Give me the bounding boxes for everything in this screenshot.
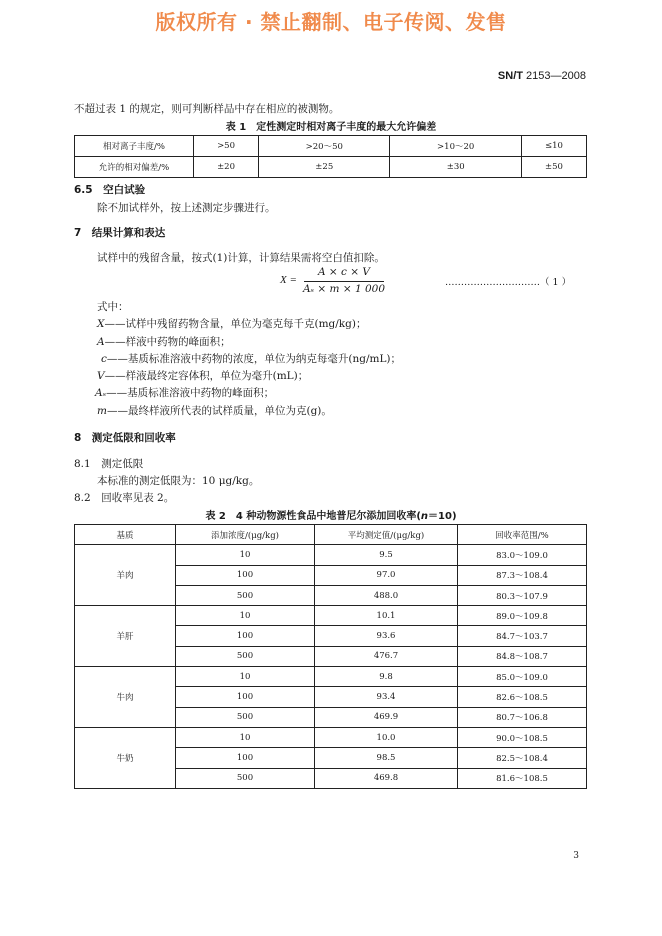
table-cell: 84.7～103.7 <box>458 626 587 646</box>
table-cell: 10.1 <box>315 606 458 626</box>
table-cell: 83.0～109.0 <box>458 545 587 565</box>
section-8-1-text: 本标准的测定低限为：10 μg/kg。 <box>97 475 260 487</box>
table2-caption <box>0 507 662 522</box>
table-cell: 90.0～108.5 <box>458 727 587 747</box>
table-cell: 100 <box>176 748 315 768</box>
doc-code-prefix: SN/T <box>497 70 523 82</box>
fraction-bar <box>304 281 384 282</box>
table-cell: 469.9 <box>315 707 458 727</box>
section-7-heading: 7 结果计算和表达 <box>74 227 166 239</box>
variable-desc: ——样液中药物的峰面积； <box>104 336 231 348</box>
row-label: 相对离子丰度/% <box>75 136 194 157</box>
table-cell: 98.5 <box>315 748 458 768</box>
variable-symbol: Aₛ <box>95 387 107 399</box>
table-cell: 93.4 <box>315 687 458 707</box>
table-cell: 85.0～109.0 <box>458 667 587 687</box>
column-header: 平均测定值/(μg/kg) <box>315 525 458 545</box>
table-cell: 100 <box>176 626 315 646</box>
table-cell: >10～20 <box>390 136 521 157</box>
table2-caption-n: n <box>420 511 429 522</box>
table-cell: 81.6～108.5 <box>458 768 587 788</box>
variable-desc: ——样液最终定容体积，单位为毫升(mL)； <box>104 370 309 382</box>
matrix-cell: 牛奶 <box>75 727 176 788</box>
column-header: 基质 <box>75 525 176 545</box>
table2-caption-main: 表 2 4 种动物源性食品中地普尼尔添加回收率( <box>205 511 421 522</box>
table-cell: 10 <box>176 727 315 747</box>
table-cell: ±30 <box>390 157 521 178</box>
table-row <box>75 136 587 157</box>
table-row <box>75 545 587 565</box>
table-cell: 500 <box>176 768 315 788</box>
table-cell: 82.5～108.4 <box>458 748 587 768</box>
variable-symbol: m <box>97 405 107 417</box>
formula-denominator: Aₛ × m × 1 000 <box>302 283 386 295</box>
table-cell: 80.3～107.9 <box>458 585 587 605</box>
variable-symbol: V <box>97 370 105 382</box>
table-cell: ±20 <box>194 157 259 178</box>
table-cell: 80.7～106.8 <box>458 707 587 727</box>
table-cell: 488.0 <box>315 585 458 605</box>
section-6-5-text: 除不加试样外，按上述测定步骤进行。 <box>97 202 276 214</box>
variable-definition <box>97 316 366 331</box>
table-cell: 469.8 <box>315 768 458 788</box>
table-row <box>75 727 587 747</box>
page-number: 3 <box>573 851 579 861</box>
recovery-table <box>74 524 587 789</box>
table-cell: ≤10 <box>521 136 586 157</box>
table-cell: 10 <box>176 606 315 626</box>
table-cell: 500 <box>176 646 315 666</box>
section-8-1-heading: 8.1 测定低限 <box>74 458 144 470</box>
doc-code-number: 2153—2008 <box>526 70 586 82</box>
variable-definition <box>97 368 308 383</box>
variable-definition <box>97 403 332 418</box>
table-cell: 9.8 <box>315 667 458 687</box>
table-cell: 87.3～108.4 <box>458 565 587 585</box>
table-cell: 89.0～109.8 <box>458 606 587 626</box>
table-row <box>75 667 587 687</box>
table-cell: 476.7 <box>315 646 458 666</box>
formula-numerator: A × c × V <box>318 266 370 278</box>
table-cell: 82.6～108.5 <box>458 687 587 707</box>
variable-definition <box>97 334 231 349</box>
section-7-text: 试样中的残留含量，按式(1)计算，计算结果需将空白值扣除。 <box>97 252 385 264</box>
section-8-heading: 8 测定低限和回收率 <box>74 432 176 444</box>
variable-symbol: c <box>101 353 107 365</box>
table-cell: 10 <box>176 667 315 687</box>
variable-definition <box>95 385 274 400</box>
table-cell: 500 <box>176 707 315 727</box>
variable-symbol: X <box>97 318 105 330</box>
ion-ratio-table <box>74 135 587 178</box>
table1-caption: 表 1 定性测定时相对离子丰度的最大允许偏差 <box>225 122 437 133</box>
table-cell: 100 <box>176 687 315 707</box>
copyright-watermark: 版权所有 · 禁止翻制、电子传阅、发售 <box>155 10 507 34</box>
matrix-cell: 羊肝 <box>75 606 176 667</box>
section-6-5-heading: 6.5 空白试验 <box>74 184 146 196</box>
column-header: 添加浓度/(μg/kg) <box>176 525 315 545</box>
where-label: 式中： <box>97 301 129 313</box>
matrix-cell: 牛肉 <box>75 667 176 728</box>
variable-desc: ——试样中残留药物含量，单位为毫克每千克(mg/kg)； <box>104 318 367 330</box>
matrix-cell: 羊肉 <box>75 545 176 606</box>
table-row <box>75 606 587 626</box>
column-header: 回收率范围/% <box>458 525 587 545</box>
formula-lhs: X = <box>280 274 297 286</box>
variable-definition <box>101 351 401 366</box>
variable-desc: ——基质标准溶液中药物的峰面积； <box>106 387 275 399</box>
table-cell: 97.0 <box>315 565 458 585</box>
table-cell: 10.0 <box>315 727 458 747</box>
table-cell: >50 <box>194 136 259 157</box>
document-code <box>498 70 586 82</box>
table-cell: 500 <box>176 585 315 605</box>
variable-desc: ——基质标准溶液中药物的浓度，单位为纳克每毫升(ng/mL)； <box>106 353 402 365</box>
variable-symbol: A <box>97 336 105 348</box>
table-cell: ±25 <box>259 157 390 178</box>
table2-caption-tail: ＝10) <box>428 511 457 522</box>
section-8-2-text: 8.2 回收率见表 2。 <box>74 492 175 504</box>
table-cell: 9.5 <box>315 545 458 565</box>
table-cell: 84.8～108.7 <box>458 646 587 666</box>
table-cell: 100 <box>176 565 315 585</box>
table-cell: 10 <box>176 545 315 565</box>
intro-line: 不超过表 1 的规定，则可判断样品中存在相应的被测物。 <box>74 103 340 115</box>
table-cell: >20～50 <box>259 136 390 157</box>
table-row <box>75 157 587 178</box>
row-label: 允许的相对偏差/% <box>75 157 194 178</box>
variable-desc: ——最终样液所代表的试样质量，单位为克(g)。 <box>106 405 332 417</box>
formula-number: …………………………（ 1 ） <box>445 277 572 288</box>
table-cell: ±50 <box>521 157 586 178</box>
table-cell: 93.6 <box>315 626 458 646</box>
table-header-row <box>75 525 587 545</box>
